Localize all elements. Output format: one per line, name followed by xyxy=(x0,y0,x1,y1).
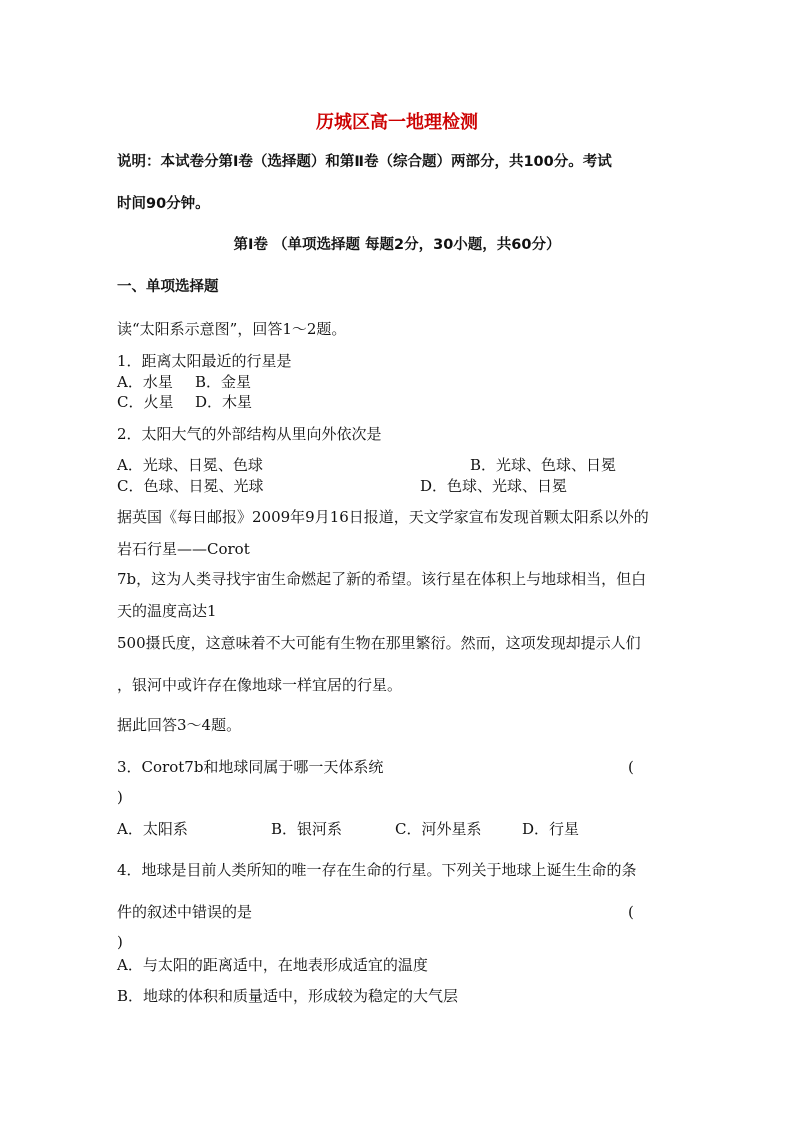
q3-option-c: C．河外星系 xyxy=(395,820,482,838)
instructions-line-1: 说明：本试卷分第Ⅰ卷（选择题）和第Ⅱ卷（综合题）两部分，共100分。考试 xyxy=(117,154,612,170)
q3-option-a: A．太阳系 xyxy=(117,820,188,838)
passage-line-3: 7b，这为人类寻找宇宙生命燃起了新的希望。该行星在体积上与地球相当，但白 xyxy=(117,570,647,588)
q2-option-a: A．光球、日冕、色球 xyxy=(117,456,263,474)
q4-answer-paren-open: ( xyxy=(628,903,634,921)
q3-option-b: B．银河系 xyxy=(271,820,343,838)
q3-answer-paren-open: ( xyxy=(628,758,634,776)
q1-stem: 1．距离太阳最近的行星是 xyxy=(117,352,292,370)
intro-q1-2: 读“太阳系示意图”，回答1～2题。 xyxy=(117,320,347,338)
intro-q3-4: 据此回答3～4题。 xyxy=(117,716,242,734)
q4-answer-paren-close: ) xyxy=(117,933,123,951)
section-heading: 第Ⅰ卷 （单项选择题 每题2分，30小题，共60分） xyxy=(233,237,561,253)
q4-stem-line-1: 4．地球是目前人类所知的唯一存在生命的行星。下列关于地球上诞生生命的条 xyxy=(117,861,637,879)
passage-line-5: 500摄氏度，这意味着不大可能有生物在那里繁衍。然而，这项发现却提示人们 xyxy=(117,634,641,652)
q3-option-d: D．行星 xyxy=(522,820,580,838)
instructions-line-2: 时间90分钟。 xyxy=(117,196,210,212)
passage-line-4: 天的温度高达1 xyxy=(117,602,217,620)
q1-option-b: B．金星 xyxy=(195,373,252,391)
document-title: 历城区高一地理检测 xyxy=(316,112,478,133)
q4-option-a: A．与太阳的距离适中，在地表形成适宜的温度 xyxy=(117,956,428,974)
q3-answer-paren-close: ) xyxy=(117,788,123,806)
passage-line-2: 岩石行星——Corot xyxy=(117,540,250,558)
passage-line-1: 据英国《每日邮报》2009年9月16日报道，天文学家宣布发现首颗太阳系以外的 xyxy=(117,508,649,526)
q3-stem: 3．Corot7b和地球同属于哪一天体系统 xyxy=(117,758,384,776)
q1-option-c: C．火星 xyxy=(117,393,174,411)
q4-option-b: B．地球的体积和质量适中，形成较为稳定的大气层 xyxy=(117,987,459,1005)
q2-stem: 2．太阳大气的外部结构从里向外依次是 xyxy=(117,425,382,443)
q2-option-b: B．光球、色球、日冕 xyxy=(470,456,617,474)
q1-option-a: A．水星 xyxy=(117,373,173,391)
passage-line-6: ，银河中或许存在像地球一样宜居的行星。 xyxy=(117,676,403,694)
q2-option-d: D．色球、光球、日冕 xyxy=(420,477,568,495)
q2-option-c: C．色球、日冕、光球 xyxy=(117,477,264,495)
q1-option-d: D．木星 xyxy=(195,393,253,411)
part-heading: 一、单项选择题 xyxy=(117,279,219,295)
q4-stem-line-2: 件的叙述中错误的是 xyxy=(117,903,253,921)
